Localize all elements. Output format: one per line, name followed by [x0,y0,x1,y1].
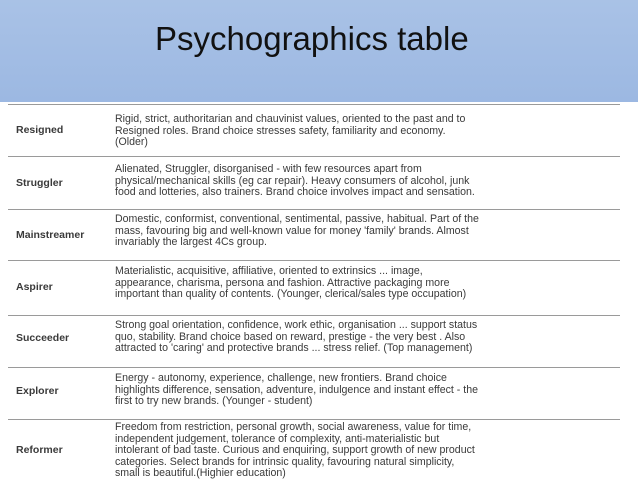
table-row [8,156,620,210]
row-label: Explorer [16,385,59,397]
table-row [8,260,620,316]
slide-header [0,0,638,102]
table-row [8,315,620,368]
row-description: Freedom from restriction, personal growth, social awareness, value for time, independent judgement, tolerance of complexity, anti-materialistic but intolerant of bad taste. Curious and enquiring, support growth of new product categories. Select brands for intrinsic quality, favouring natural simplicity, small is beautiful.(Highier education) [115,421,475,480]
psychographics-table [8,102,620,479]
table-row [8,104,620,157]
row-description: Rigid, strict, authoritarian and chauvinist values, oriented to the past and to Resigned roles. Brand choice stresses safety, familiarity and economy. (Older) [115,113,466,149]
row-label: Reformer [16,444,63,456]
row-label: Resigned [16,124,64,136]
row-description: Alienated, Struggler, disorganised - with few resources apart from physical/mechanical skills (eg car repair). Heavy consumers of alcohol, junk food and lotteries, also trainers. Brand choice involves impact and sensation. [115,163,475,199]
slide-title: Psychographics table [155,20,469,57]
table-row [8,209,620,261]
row-label: Struggler [16,177,63,189]
table-row [8,367,620,420]
table-row [8,419,620,480]
row-description: Domestic, conformist, conventional, sentimental, passive, habitual. Part of the mass, favouring big and well-known value for money 'family' brands. Almost invariably the largest 4Cs group. [115,213,479,249]
row-label: Succeeder [16,332,70,344]
row-label: Aspirer [16,281,53,293]
row-description: Strong goal orientation, confidence, work ethic, organisation ... support status quo, stability. Brand choice based on reward, prestige - the very best . Also attracted to 'caring' and protective brands ... stress relief. (Top management) [115,319,478,355]
row-description: Materialistic, acquisitive, affiliative, oriented to extrinsics ... image, appearance, charisma, persona and fashion. Attractive packaging more important than quality of contents. (Younger, clerical/sales type occupation) [115,265,467,301]
row-description: Energy - autonomy, experience, challenge, new frontiers. Brand choice highlights difference, sensation, adventure, indulgence and instant effect - the first to try new brands. (Younger - student) [115,372,478,408]
row-label: Mainstreamer [16,229,85,241]
